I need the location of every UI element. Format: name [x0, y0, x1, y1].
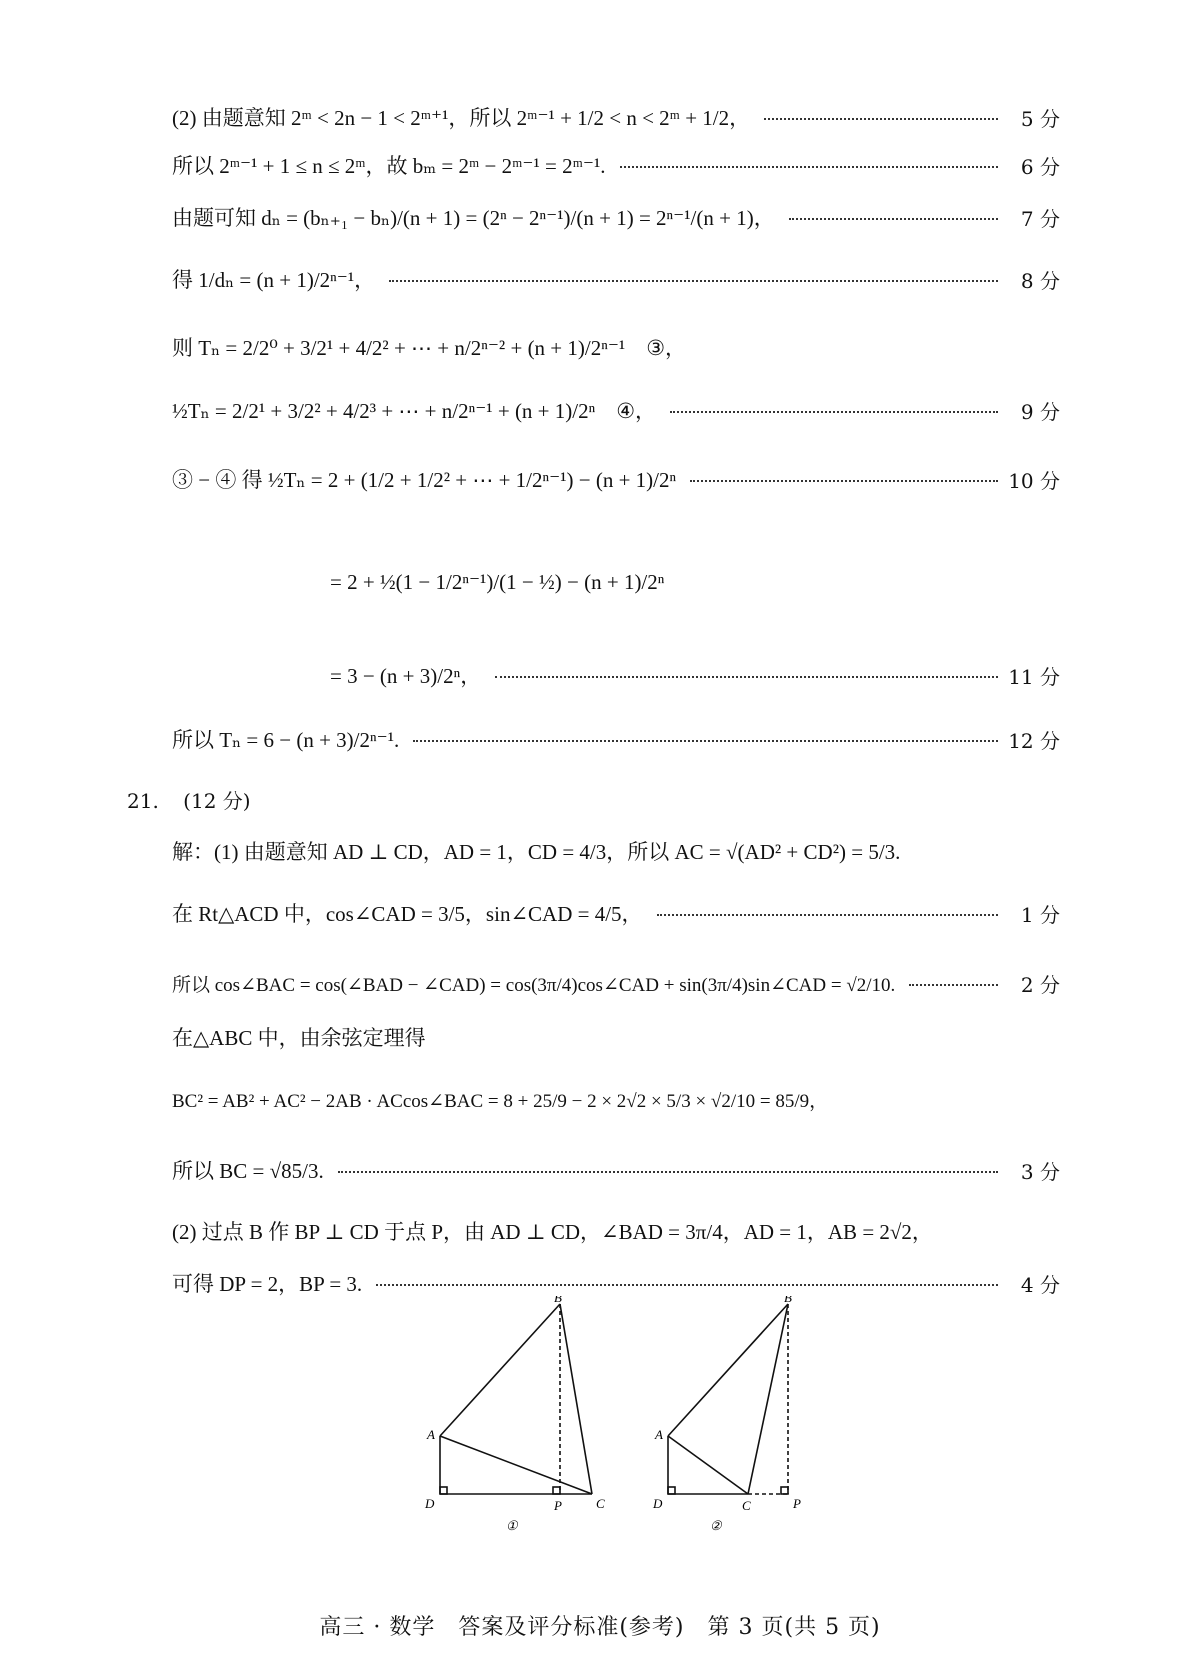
line-text: (2) 过点 B 作 BP ⊥ CD 于点 P，由 AD ⊥ CD，∠BAD = 3π/4，AD = 1，AB = 2√2，	[172, 1220, 933, 1244]
page-footer: 高三 · 数学 答案及评分标准(参考) 第 3 页(共 5 页)	[319, 1615, 881, 1640]
solution-line	[172, 462, 1060, 496]
score-label: 2 分	[1020, 972, 1060, 997]
question-points: (12 分)	[183, 789, 251, 813]
figure-1	[410, 1296, 610, 1540]
score-label: 9 分	[1020, 399, 1060, 424]
score-label: 4 分	[1020, 1272, 1060, 1297]
figure-2	[638, 1296, 818, 1540]
question-number-text: 21.	[127, 789, 159, 813]
dot-leader	[620, 166, 998, 168]
solution-line	[172, 262, 1060, 296]
solution-line	[172, 966, 1060, 1000]
solution-line	[172, 393, 1060, 427]
score-label: 10 分	[1008, 468, 1060, 493]
dot-leader	[413, 740, 998, 742]
dot-leader	[338, 1171, 998, 1173]
solution-line	[330, 658, 1060, 692]
line-text: ③ − ④ 得 ½Tₙ = 2 + (1/2 + 1/2² + ⋯ + 1/2ⁿ⁻¹) − (n + 1)/2ⁿ	[172, 468, 677, 492]
dot-leader	[764, 118, 998, 120]
line-text: = 3 − (n + 3)/2ⁿ，	[330, 664, 482, 688]
label-A: A	[427, 1427, 435, 1442]
score-label: 5 分	[1020, 106, 1060, 131]
dot-leader	[657, 914, 998, 916]
line-text: 由题可知 dₙ = (bₙ₊₁ − bₙ)/(n + 1) = (2ⁿ − 2ⁿ⁻¹)/(n + 1) = 2ⁿ⁻¹/(n + 1)，	[172, 206, 775, 230]
figure-caption: ①	[506, 1518, 518, 1533]
line-text: 得 1/dₙ = (n + 1)/2ⁿ⁻¹，	[172, 268, 376, 292]
label-B: B	[554, 1296, 562, 1305]
solution-line	[172, 100, 1060, 134]
figure-2-diagram	[638, 1296, 818, 1536]
score-label: 1 分	[1020, 902, 1060, 927]
label-C: C	[742, 1498, 751, 1513]
solution-line	[172, 148, 1060, 182]
solution-line	[172, 1266, 1060, 1300]
line-text: BC² = AB² + AC² − 2AB · ACcos∠BAC = 8 + 25/9 − 2 × 2√2 × 5/3 × √2/10 = 85/9，	[172, 1090, 829, 1112]
line-text: 所以 Tₙ = 6 − (n + 3)/2ⁿ⁻¹.	[172, 728, 400, 752]
score-label: 12 分	[1008, 728, 1060, 753]
score-label: 7 分	[1020, 206, 1060, 231]
dot-leader	[789, 218, 998, 220]
line-text: 在 Rt△ACD 中，cos∠CAD = 3/5，sin∠CAD = 4/5，	[172, 902, 643, 926]
dot-leader	[670, 411, 998, 413]
label-P: P	[554, 1498, 562, 1513]
line-text: 可得 DP = 2，BP = 3.	[172, 1272, 363, 1296]
question-number	[127, 785, 251, 814]
line-text: 所以 2ᵐ⁻¹ + 1 ≤ n ≤ 2ᵐ，故 bₘ = 2ᵐ − 2ᵐ⁻¹ = 2ᵐ⁻¹.	[172, 154, 606, 178]
label-D: D	[653, 1496, 663, 1511]
score-label: 6 分	[1020, 154, 1060, 179]
solution-line	[172, 200, 1060, 234]
label-B: B	[784, 1296, 792, 1305]
solution-line	[172, 1082, 1060, 1116]
solution-line	[172, 1020, 1060, 1054]
label-P: P	[793, 1496, 801, 1511]
solution-line	[172, 834, 1060, 868]
score-label: 11 分	[1008, 664, 1060, 689]
line-text: 所以 BC = √85/3.	[172, 1159, 324, 1183]
label-D: D	[425, 1496, 435, 1511]
dot-leader	[690, 480, 998, 482]
solution-line	[172, 722, 1060, 756]
line-text: (2) 由题意知 2ᵐ < 2n − 1 < 2ᵐ⁺¹，所以 2ᵐ⁻¹ + 1/2 < n < 2ᵐ + 1/2，	[172, 106, 751, 130]
score-label: 3 分	[1020, 1159, 1060, 1184]
equation-continuation: = 2 + ½(1 − 1/2ⁿ⁻¹)/(1 − ½) − (n + 1)/2ⁿ	[330, 570, 665, 594]
line-text: 则 Tₙ = 2/2⁰ + 3/2¹ + 4/2² + ⋯ + n/2ⁿ⁻² + (n + 1)/2ⁿ⁻¹ ③，	[172, 336, 687, 360]
dot-leader	[909, 984, 998, 986]
line-text: 解：(1) 由题意知 AD ⊥ CD，AD = 1，CD = 4/3，所以 AC = √(AD² + CD²) = 5/3.	[172, 840, 901, 864]
solution-line	[172, 330, 1060, 364]
dot-leader	[389, 280, 998, 282]
label-A: A	[655, 1427, 663, 1442]
dot-leader	[376, 1284, 998, 1286]
solution-line	[172, 1214, 1060, 1248]
label-C: C	[596, 1496, 605, 1511]
figure-1-diagram	[410, 1296, 610, 1536]
dot-leader	[495, 676, 998, 678]
line-text: 所以 cos∠BAC = cos(∠BAD − ∠CAD) = cos(3π/4)cos∠CAD + sin(3π/4)sin∠CAD = √2/10.	[172, 974, 896, 996]
line-text: 在△ABC 中，由余弦定理得	[172, 1026, 426, 1050]
figure-caption: ②	[710, 1518, 722, 1533]
solution-line	[172, 1153, 1060, 1187]
score-label: 8 分	[1020, 268, 1060, 293]
line-text: ½Tₙ = 2/2¹ + 3/2² + 4/2³ + ⋯ + n/2ⁿ⁻¹ + (n + 1)/2ⁿ ④，	[172, 399, 657, 423]
solution-line	[172, 896, 1060, 930]
